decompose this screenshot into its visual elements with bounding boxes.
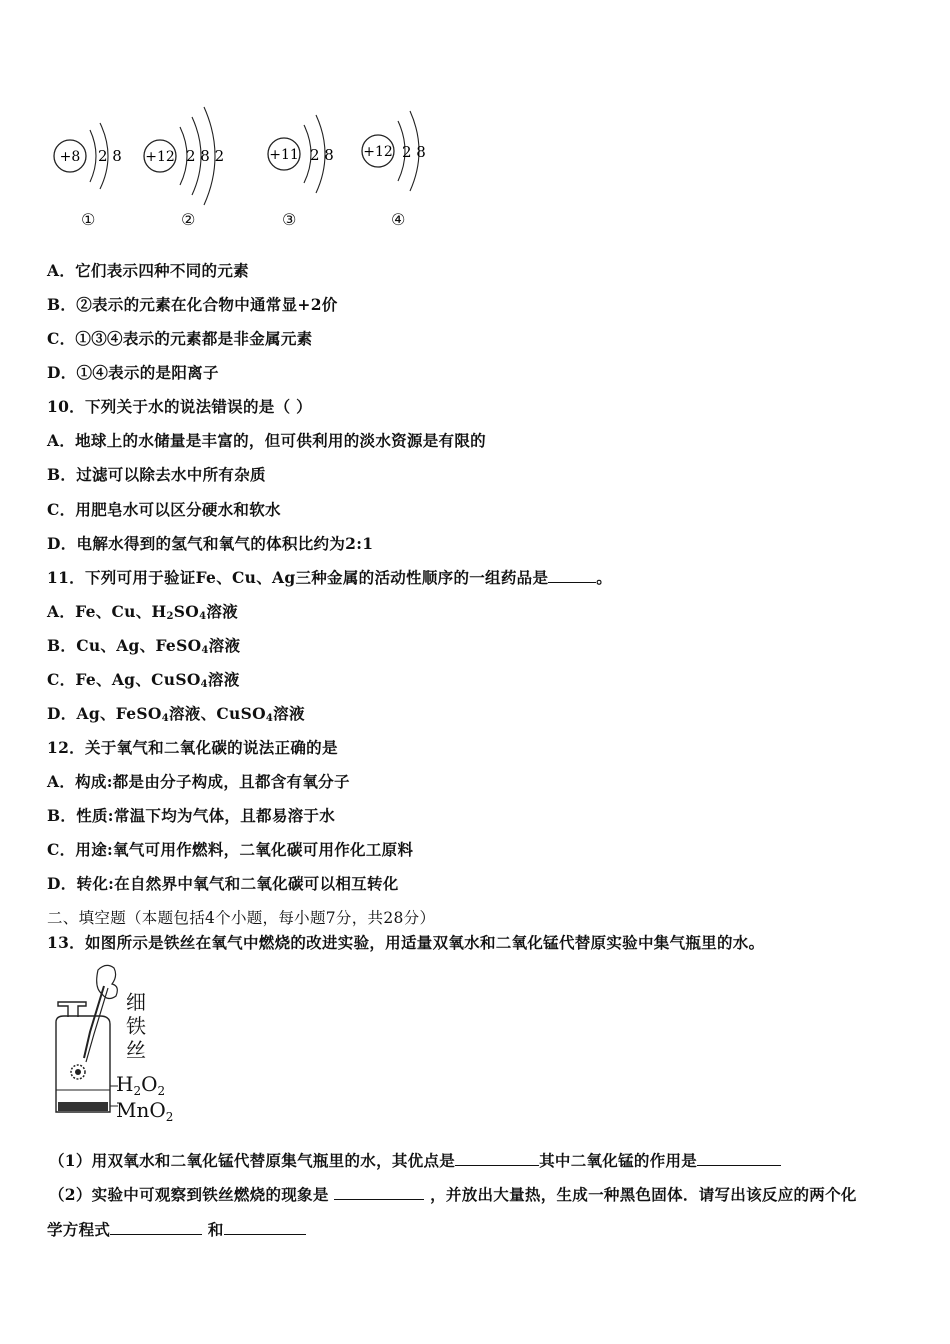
q11-c-text: C．Fe、Ag、CuSO <box>47 670 201 689</box>
label-mno2 <box>116 1098 173 1124</box>
mno2-solid <box>58 1102 108 1111</box>
q13-p2-blank-equation-2[interactable] <box>224 1220 306 1235</box>
q13-p1-blank-advantage[interactable] <box>455 1151 539 1166</box>
q13-p2-text: 学方程式 <box>47 1220 111 1239</box>
q11-d-text: D．Ag、FeSO <box>47 704 162 723</box>
atom-3-nucleus: +11 <box>269 147 299 163</box>
q11-d-subscript: 4 <box>265 713 274 724</box>
label-wire-char-1: 细 <box>126 990 146 1014</box>
q10-option-a: A．地球上的水储量是丰富的，但可供利用的淡水资源是有限的 <box>47 431 486 450</box>
label-h2o2-part: O <box>141 1072 158 1096</box>
q11-a-text: 溶液 <box>206 602 238 621</box>
q10-option-c: C．用肥皂水可以区分硬水和软水 <box>47 500 281 519</box>
q11-a-subscript: 2 <box>166 611 174 622</box>
atom-diagram-3 <box>268 115 334 193</box>
q13-p2-text: ，并放出大量热，生成一种黑色固体．请写出该反应的两个化 <box>430 1185 857 1204</box>
q13-part-2 <box>49 1185 857 1205</box>
q13-p2-blank-phenomenon[interactable] <box>334 1185 424 1200</box>
q13-part-1 <box>49 1151 781 1171</box>
q13-p1-text: 其中二氧化锰的作用是 <box>539 1151 698 1170</box>
atom-3-shells: 2 8 <box>310 146 334 164</box>
atom-label-1: ① <box>81 210 96 229</box>
q11-option-b <box>47 636 240 656</box>
label-h2o2-sub: 2 <box>133 1084 142 1098</box>
q9-option-b: B．②表示的元素在化合物中通常显+2价 <box>47 295 338 314</box>
q11-option-d <box>47 704 305 724</box>
q13-p2-text: 和 <box>207 1220 224 1239</box>
q11-d-text: 溶液 <box>273 704 305 723</box>
q9-option-d: D．①④表示的是阳离子 <box>47 363 219 382</box>
q12-stem: 12．关于氧气和二氧化碳的说法正确的是 <box>47 738 338 757</box>
q11-answer-blank[interactable] <box>548 568 596 583</box>
q11-option-a <box>47 602 238 622</box>
q9-option-a: A．它们表示四种不同的元素 <box>47 261 249 280</box>
label-wire-char-3: 丝 <box>126 1038 146 1062</box>
q12-option-b: B．性质:常温下均为气体，且都易溶于水 <box>47 806 336 825</box>
atom-4-shells: 2 8 <box>402 143 426 161</box>
q12-option-c: C．用途:氧气可用作燃料，二氧化碳可用作化工原料 <box>47 840 414 859</box>
label-wire-char-2: 铁 <box>126 1014 146 1038</box>
q11-option-c <box>47 670 240 690</box>
q11-d-text: 溶液、CuSO <box>169 704 266 723</box>
atom-2-nucleus: +12 <box>145 149 175 165</box>
q11-stem-end: 。 <box>596 568 613 587</box>
tongs <box>84 986 104 1058</box>
atom-4-nucleus: +12 <box>363 144 393 160</box>
atom-1-nucleus: +8 <box>59 149 81 165</box>
atom-label-3: ③ <box>282 210 297 229</box>
section-heading: 二、填空题（本题包括4个小题，每小题7分，共28分） <box>47 909 436 927</box>
atom-1-shells: 2 8 <box>98 147 122 165</box>
atom-diagram-1 <box>54 123 122 189</box>
q11-b-text: B．Cu、Ag、FeSO <box>47 636 202 655</box>
q11-a-text: SO <box>173 602 200 621</box>
q11-stem <box>47 568 612 588</box>
atom-diagram-4 <box>362 111 426 191</box>
atom-label-4: ④ <box>391 210 406 229</box>
q11-a-subscript: 4 <box>199 611 207 622</box>
q11-c-subscript: 4 <box>200 679 208 690</box>
label-h2o2 <box>116 1072 165 1098</box>
atom-2-shells: 2 8 2 <box>186 147 225 165</box>
gas-bottle <box>56 1016 110 1112</box>
q9-option-c: C．①③④表示的元素都是非金属元素 <box>47 329 313 348</box>
q11-c-text: 溶液 <box>207 670 240 689</box>
q13-p2-text: （2）实验中可观察到铁丝燃烧的现象是 <box>49 1185 329 1204</box>
q11-b-subscript: 4 <box>201 645 209 656</box>
q13-p1-blank-mno2-role[interactable] <box>697 1151 781 1166</box>
q13-p1-text: （1）用双氧水和二氧化锰代替原集气瓶里的水，其优点是 <box>49 1151 456 1170</box>
q11-a-text: A．Fe、Cu、H <box>47 602 167 621</box>
q13-p2-blank-equation-1[interactable] <box>110 1220 202 1235</box>
label-mno2-sub: 2 <box>165 1110 174 1124</box>
label-h2o2-part: H <box>116 1072 134 1096</box>
q11-b-text: 溶液 <box>208 636 241 655</box>
q12-option-a: A．构成:都是由分子构成，且都含有氧分子 <box>47 772 350 791</box>
label-h2o2-sub: 2 <box>157 1084 166 1098</box>
q11-stem-text: 11．下列可用于验证Fe、Cu、Ag三种金属的活动性顺序的一组药品是 <box>47 568 549 587</box>
hand <box>97 965 118 998</box>
q13-stem: 13．如图所示是铁丝在氧气中燃烧的改进实验，用适量双氧水和二氧化锰代替原实验中集气瓶里的水。 <box>47 933 765 952</box>
q11-d-subscript: 4 <box>161 713 169 724</box>
q13-part-2-cont <box>47 1220 306 1240</box>
q10-stem: 10．下列关于水的说法错误的是（ ） <box>47 397 312 416</box>
label-mno2-part: MnO <box>116 1098 166 1122</box>
label-iron-wire <box>126 990 146 1062</box>
q12-option-d: D．转化:在自然界中氧气和二氧化碳可以相互转化 <box>47 874 399 893</box>
atom-label-2: ② <box>181 210 196 229</box>
q10-option-b: B．过滤可以除去水中所有杂质 <box>47 465 266 484</box>
q10-option-d: D．电解水得到的氢气和氧气的体积比约为2:1 <box>47 534 374 553</box>
atom-diagram-2 <box>144 107 224 205</box>
bottle-stopper <box>58 1002 86 1017</box>
